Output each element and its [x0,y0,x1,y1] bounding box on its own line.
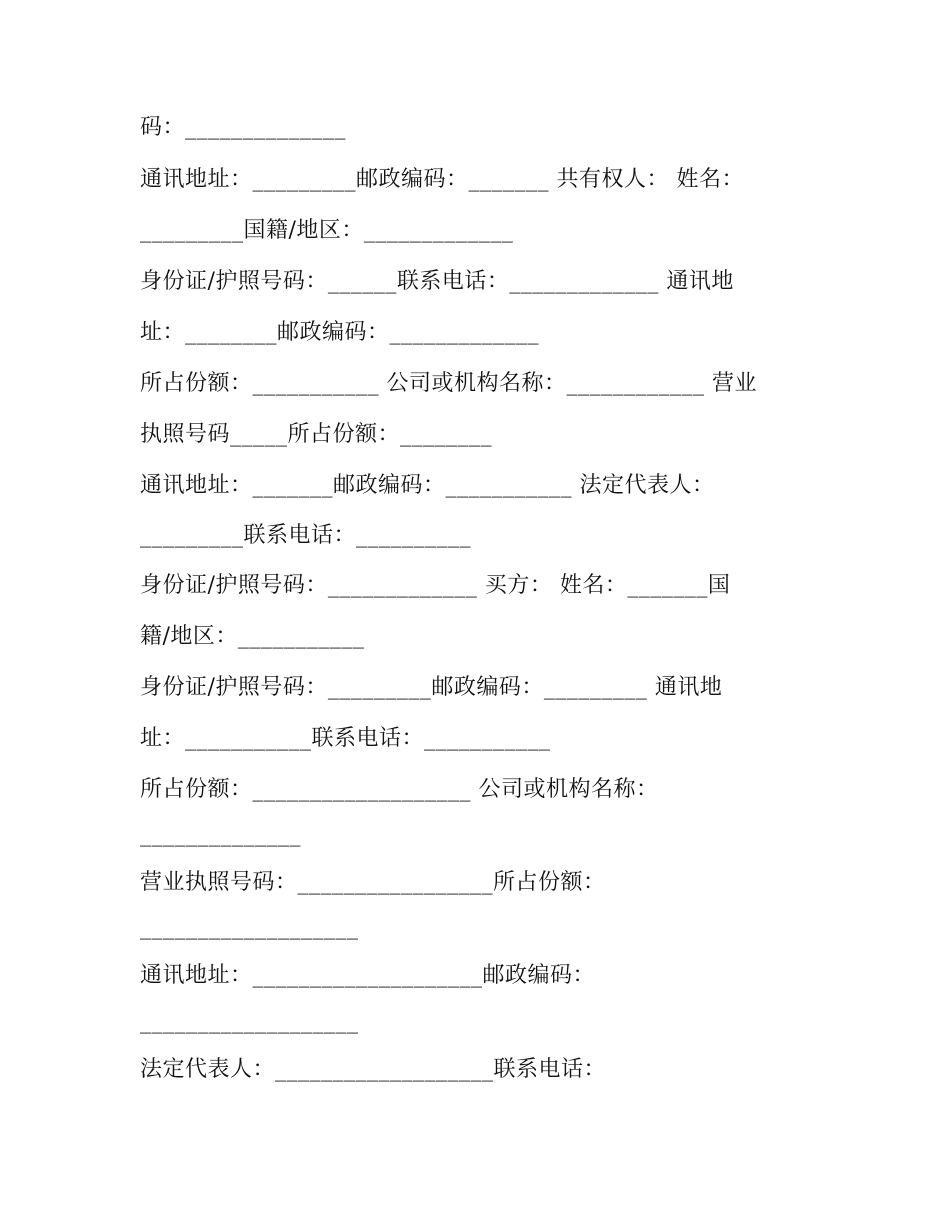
text-line: 所占份额：___________ 公司或机构名称：____________ 营业 [140,371,757,396]
text-line: _________国籍/地区：_____________ [140,218,514,243]
text-line: 所占份额：___________________ 公司或机构名称： [140,777,659,802]
text-line: 通讯地址：_______邮政编码：___________ 法定代表人： [140,473,715,498]
text-line: 通讯地址：____________________邮政编码： [140,963,596,988]
text-line: _________联系电话：__________ [140,523,472,548]
text-line: ___________________ [140,915,359,940]
text-line: ___________________ [140,1009,359,1034]
text-line: ______________ [140,822,301,847]
text-line: 籍/地区：___________ [140,624,365,649]
text-line: 执照号码_____所占份额：________ [140,422,493,447]
text-line: 通讯地址：_________邮政编码：_______ 共有权人： 姓名： [140,167,744,192]
text-line: 码：______________ [140,115,347,140]
text-line: 址：________邮政编码：_____________ [140,320,540,345]
text-line: 法定代表人：___________________联系电话： [140,1057,607,1082]
text-line: 身份证/护照号码：_____________ 买方： 姓名：_______国 [140,573,731,598]
text-line: 营业执照号码：_________________所占份额： [140,870,606,895]
text-line: 身份证/护照号码：______联系电话：_____________ 通讯地 [140,269,734,294]
text-line: 身份证/护照号码：_________邮政编码：_________ 通讯地 [140,675,723,700]
text-line: 址：___________联系电话：___________ [140,726,551,751]
